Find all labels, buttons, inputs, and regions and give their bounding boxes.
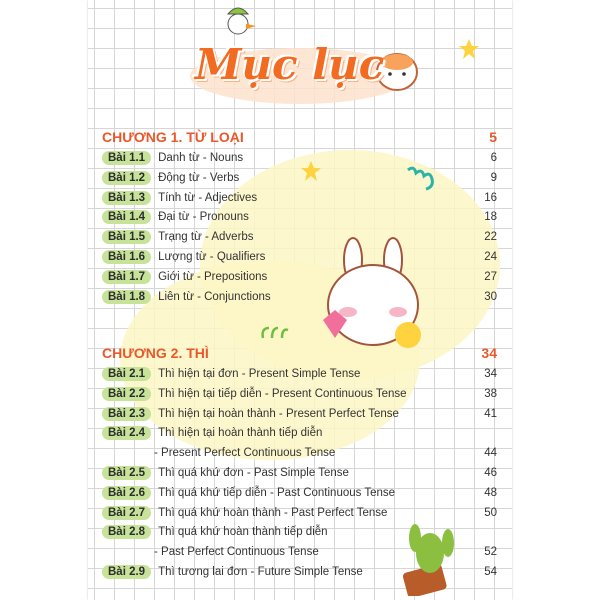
lesson-page: 41: [484, 407, 497, 420]
lesson-badge: Bài 2.5: [102, 466, 151, 480]
toc-entry[interactable]: [102, 208, 497, 226]
lesson-page: 9: [490, 171, 497, 184]
toc-entry[interactable]: [102, 484, 497, 502]
lesson-page: 30: [484, 290, 497, 303]
lesson-title: Thì quá khứ hoàn thành - Past Perfect Tense: [158, 506, 388, 519]
toc-entry[interactable]: [102, 288, 497, 306]
lesson-page: 27: [484, 270, 497, 283]
toc-entry[interactable]: [102, 248, 497, 266]
lesson-badge: Bài 1.5: [102, 230, 151, 244]
lesson-page: 22: [484, 231, 497, 244]
toc-entry[interactable]: [102, 189, 497, 207]
lesson-title: Thì quá khứ đơn - Past Simple Tense: [158, 467, 349, 479]
lesson-title: Lượng từ - Qualifiers: [158, 251, 266, 263]
toc-entry[interactable]: [102, 385, 497, 403]
lesson-badge: Bài 1.1: [102, 151, 151, 165]
lesson-badge: Bài 1.4: [102, 210, 151, 224]
toc-entry[interactable]: [102, 424, 497, 442]
toc-entry[interactable]: [102, 504, 497, 522]
toc-entry[interactable]: [102, 464, 497, 482]
lesson-page: 38: [484, 387, 497, 400]
toc-entry[interactable]: [102, 149, 497, 167]
toc-entry[interactable]: [102, 228, 497, 246]
chapter-label: CHƯƠNG 1. TỪ LOẠI: [102, 129, 244, 145]
lesson-badge: Bài 2.9: [102, 565, 151, 579]
lesson-badge: Bài 1.3: [102, 191, 151, 205]
toc-entry[interactable]: [102, 405, 497, 423]
lesson-title: Đại từ - Pronouns: [158, 211, 249, 224]
duck-icon: [218, 2, 258, 36]
lesson-page: 52: [484, 546, 497, 559]
lesson-page: 34: [484, 368, 497, 380]
toc-entry[interactable]: [102, 365, 497, 383]
lesson-page: 16: [484, 191, 497, 204]
lesson-page: 48: [484, 486, 497, 499]
lesson-title: Động từ - Verbs: [158, 171, 240, 184]
toc-entry[interactable]: [102, 169, 497, 187]
lesson-page: 46: [484, 467, 497, 479]
lesson-title: Thì hiện tại hoàn thành tiếp diễn: [158, 427, 323, 440]
lesson-title: Thì hiện tại tiếp diễn - Present Continuous Tense: [158, 387, 407, 400]
lesson-title: Danh từ - Nouns: [158, 152, 244, 164]
lesson-badge: Bài 1.2: [102, 171, 151, 185]
lesson-page: 18: [484, 211, 497, 224]
lesson-title: Thì hiện tại đơn - Present Simple Tense: [158, 368, 361, 380]
lesson-page: 54: [484, 566, 497, 578]
lesson-page: 24: [484, 251, 497, 263]
toc-entry[interactable]: [102, 268, 497, 286]
toc-entry-continued[interactable]: [102, 543, 497, 561]
lesson-badge: Bài 1.8: [102, 290, 151, 304]
lesson-title: Giới từ - Prepositions: [158, 270, 268, 283]
lesson-badge: Bài 1.6: [102, 250, 151, 264]
lesson-title: Thì quá khứ tiếp diễn - Past Continuous Tense: [158, 486, 396, 499]
lesson-title-continued: - Past Perfect Continuous Tense: [154, 546, 319, 559]
page-title: Mục lục: [195, 40, 385, 89]
chapter-2-heading[interactable]: [102, 345, 497, 361]
lesson-title: Trạng từ - Adverbs: [158, 231, 254, 244]
lesson-badge: Bài 2.1: [102, 367, 151, 381]
lesson-badge: Bài 2.7: [102, 506, 151, 520]
lesson-badge: Bài 2.8: [102, 525, 151, 539]
lesson-title: Thì tương lai đơn - Future Simple Tense: [158, 566, 363, 578]
chapter-page: 34: [481, 345, 497, 361]
lesson-badge: Bài 1.7: [102, 270, 151, 284]
toc-entry[interactable]: [102, 563, 497, 581]
chapter-page: 5: [489, 129, 497, 145]
toc-entry-continued[interactable]: [102, 444, 497, 462]
lesson-title: Thì hiện tại hoàn thành - Present Perfect Tense: [158, 407, 399, 420]
lesson-title: Tính từ - Adjectives: [158, 191, 258, 204]
lesson-title: Liên từ - Conjunctions: [158, 290, 271, 303]
lesson-badge: Bài 2.4: [102, 426, 151, 440]
lesson-title: Thì quá khứ hoàn thành tiếp diễn: [158, 526, 328, 539]
chapter-1-heading[interactable]: [102, 129, 497, 145]
lesson-title-continued: - Present Perfect Continuous Tense: [154, 447, 336, 460]
lesson-badge: Bài 2.2: [102, 387, 151, 401]
toc-entry[interactable]: [102, 523, 497, 541]
lesson-page: 44: [484, 447, 497, 460]
chapter-label: CHƯƠNG 2. THÌ: [102, 345, 209, 361]
lesson-page: 50: [484, 506, 497, 519]
lesson-badge: Bài 2.3: [102, 407, 151, 421]
lesson-page: 6: [490, 152, 497, 164]
star-icon: [458, 38, 480, 60]
lesson-badge: Bài 2.6: [102, 486, 151, 500]
grass-icon: [260, 326, 290, 340]
